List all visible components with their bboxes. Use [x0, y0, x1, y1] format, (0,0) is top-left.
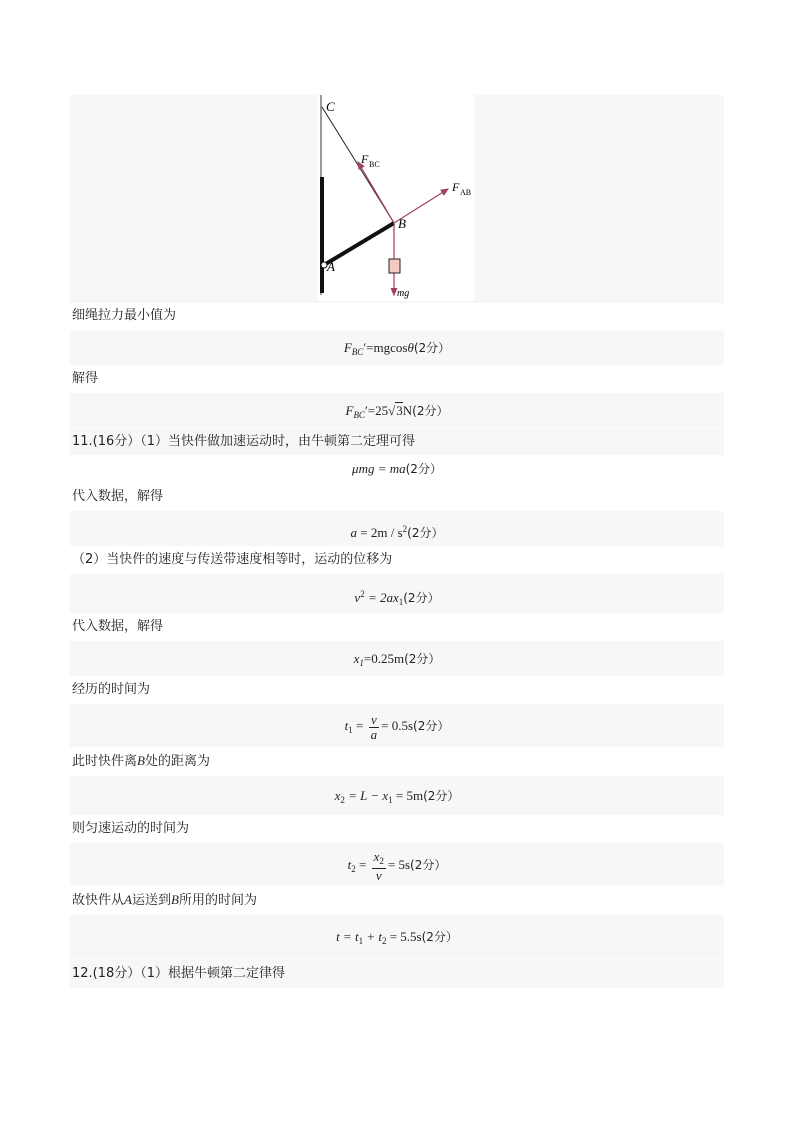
- eq-points: (2分）: [413, 341, 451, 355]
- frac-num: [372, 850, 386, 869]
- line-text: 经历的时间为: [72, 682, 151, 697]
- figure-row: [70, 95, 724, 303]
- line-uniform-time: [70, 816, 724, 843]
- eq-body: = 5s: [387, 857, 411, 872]
- label-fbc: F: [361, 152, 369, 166]
- eq-points: (2分）: [423, 789, 460, 803]
- q12-heading: [70, 959, 724, 989]
- line-distance-b: [70, 748, 724, 776]
- line-text: 所用的时间为: [178, 893, 257, 908]
- eq-body: = 2m / s: [357, 525, 403, 540]
- eq-body: = 5m: [392, 788, 424, 803]
- frac-den: v: [375, 867, 382, 883]
- label-a: A: [327, 259, 335, 274]
- eq-sym: a: [350, 525, 358, 540]
- force-diagram-svg: [318, 95, 474, 301]
- eq-root: 3: [396, 403, 403, 418]
- eq-x2: [70, 776, 724, 816]
- eq-points: (2分）: [410, 858, 447, 872]
- eq-sub: 2: [351, 864, 356, 874]
- line-substitute-1: [70, 484, 724, 511]
- eq-accel: [70, 511, 724, 547]
- eq-body: t = t: [336, 929, 359, 944]
- line-time: [70, 677, 724, 704]
- eq-sup: 2: [360, 589, 365, 599]
- eq-body: = 5.5s: [386, 929, 422, 944]
- label-fab-sub: AB: [460, 188, 472, 197]
- line-text: 运送到: [131, 893, 171, 908]
- eq-sub: 1: [398, 597, 404, 607]
- eq-total: [70, 915, 724, 959]
- eq-fbc-value: [70, 393, 724, 429]
- eq-sym: v: [354, 590, 361, 605]
- line-total-time: [70, 887, 724, 915]
- eq-sym: F: [343, 340, 352, 355]
- eq-sub: 1: [359, 658, 364, 668]
- point-b: B: [137, 753, 145, 768]
- eq-sub: BC: [353, 410, 365, 420]
- eq-fraction: [369, 713, 380, 742]
- label-fbc-sub: BC: [369, 160, 380, 169]
- frac-den: a: [370, 726, 378, 742]
- eq-x1: [70, 641, 724, 677]
- label-mg: mg: [397, 288, 410, 299]
- line-part2: [70, 547, 724, 574]
- eq-t1: $t_1$ = $\frac{v}{a}$ = 0.5s(2分）: [70, 704, 724, 748]
- label-b: B: [398, 216, 406, 231]
- eq-newton: [70, 456, 724, 484]
- eq-t2: $t_2$ = $\frac{x_2}{v}$ = 5s(2分）: [70, 843, 724, 887]
- eq-sup: 2: [402, 524, 408, 534]
- q11-heading: [70, 429, 724, 456]
- line-text: 12.(18分）（1）根据牛顿第二定律得: [72, 966, 286, 981]
- line-text: 处的距离为: [144, 754, 210, 769]
- label-c: C: [326, 99, 335, 114]
- eq-body: =0.25m: [363, 651, 405, 666]
- solution-sheet: [70, 95, 724, 989]
- line-text: 解得: [72, 371, 99, 386]
- line-substitute-2: [70, 614, 724, 641]
- line-text: 故快件从: [72, 893, 125, 908]
- eq-sub: 1: [388, 795, 393, 805]
- sqrt-icon: √: [388, 403, 396, 418]
- eq-displacement: [70, 574, 724, 614]
- line-text: （2）当快件的速度与传送带速度相等时，运动的位移为: [72, 552, 393, 567]
- eq-sym: x: [334, 788, 341, 803]
- eq-unit: N: [402, 403, 413, 418]
- point-b: B: [170, 892, 179, 907]
- eq-sym: x: [353, 651, 360, 666]
- frac-num-sym: x: [373, 848, 380, 864]
- eq-body: = 0.5s: [381, 718, 414, 733]
- block: [389, 259, 400, 273]
- eq-sub: 1: [358, 936, 364, 946]
- eq-body: ′=25: [364, 403, 389, 418]
- eq-sub: 2: [340, 795, 345, 805]
- eq-sym: t: [344, 718, 349, 733]
- eq-points: (2分）: [413, 719, 450, 733]
- frac-num: v: [370, 711, 377, 727]
- eq-sym: t: [347, 857, 352, 872]
- eq-points: (2分）: [412, 404, 449, 418]
- point-a: A: [124, 892, 132, 907]
- eq-body: ′=mgcos: [363, 340, 408, 355]
- label-fab: F: [452, 180, 460, 194]
- eq-sub: 2: [381, 936, 387, 946]
- line-text: 则匀速运动的时间为: [72, 821, 190, 836]
- eq-points: (2分）: [403, 591, 440, 605]
- eq-body: μmg = ma: [352, 461, 406, 476]
- eq-body: = 2ax: [364, 590, 399, 605]
- eq-sym: F: [345, 403, 354, 418]
- line-text: 11.(16分）（1）当快件做加速运动时，由牛顿第二定理可得: [72, 434, 416, 449]
- eq-points: (2分）: [405, 462, 442, 476]
- eq-points: (2分）: [404, 652, 441, 666]
- force-diagram: [318, 95, 474, 301]
- line-text: 代入数据，解得: [72, 489, 164, 504]
- eq-sub: BC: [351, 347, 364, 357]
- eq-sub: 1: [348, 725, 353, 735]
- line-solve-1: [70, 366, 724, 393]
- eq-points: (2分）: [407, 526, 444, 540]
- eq-theta: θ: [407, 340, 414, 355]
- line-text: 此时快件离: [72, 754, 138, 769]
- line-text: 代入数据，解得: [72, 619, 164, 634]
- line-min-tension: [70, 303, 724, 330]
- eq-body: + t: [363, 929, 382, 944]
- eq-fbc-min: [70, 330, 724, 366]
- eq-body: = L − x: [344, 788, 389, 803]
- line-text: 细绳拉力最小值为: [72, 308, 177, 323]
- arrow-fbc: [358, 162, 394, 223]
- eq-points: (2分）: [421, 930, 458, 944]
- frac-num-sub: 2: [379, 855, 384, 866]
- eq-fraction: [372, 850, 386, 883]
